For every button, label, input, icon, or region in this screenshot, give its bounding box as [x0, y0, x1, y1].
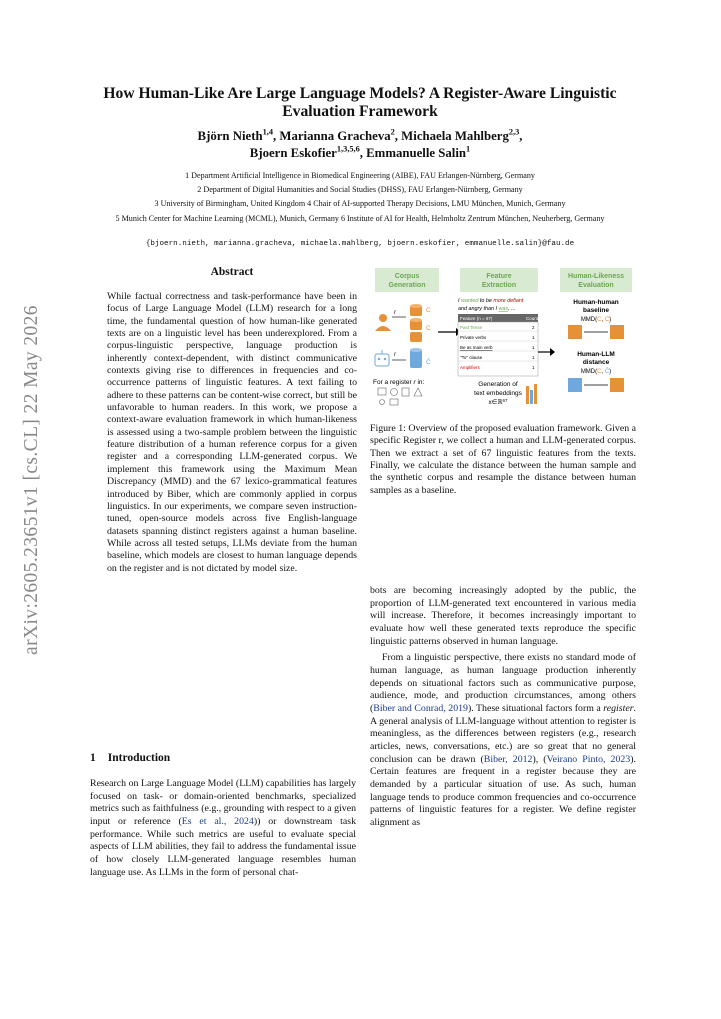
hl-label: Human-LLM — [577, 351, 615, 358]
fig-header-evaluation — [560, 268, 632, 292]
citation-biber-conrad-2019[interactable]: Biber and Conrad, 2019 — [373, 702, 468, 714]
figure-1 — [370, 268, 636, 413]
affiliation-4: 5 Munich Center for Machine Learning (MCML), Munich, Germany 6 Institute of AI for Health, Helmholtz Zentrum München, Neuherberg, Germany — [115, 213, 605, 223]
svg-text:Extraction: Extraction — [481, 282, 517, 289]
abstract-heading: Abstract — [210, 266, 254, 278]
hh-formula: MMD(C, C) — [580, 317, 612, 323]
svg-text:"To" clause: "To" clause — [460, 355, 483, 360]
register-icons — [378, 388, 422, 405]
llm-database-icon — [410, 348, 422, 368]
section-heading — [90, 752, 170, 764]
svg-text:C: C — [426, 325, 431, 332]
section-number: 1 — [90, 752, 96, 764]
abstract-text: While factual correctness and task-performance have been in focus of Large Language Model (LLM) research for a long time, the fundamental question of how human-like generated texts are on a linguistic level has been underexplored. From a corpus-linguistic perspective, language production is inherently context-dependent, with distinct communicative contexts giving rise to differences in frequencies and co-occurrence patterns of linguistic features. A text failing to adhere to these patterns can be content-wise correct, but still be unfavorable to human readers. In this work, we propose a context-aware evaluation framework in which human-likeness is assessed using a two-sample problem between the linguistic feature distribution of a human reference corpus for a given register and a corresponding LLM-generated corpus. We implement this framework using the Maximum Mean Discrepancy (MMD) and the 67 lexico-grammatical features introduced by Biber, which are commonly applied in corpus linguistics. In our experiments, we compare seven instruction-tuned, open-source models across five English-language datasets spanning distinct registers against a human baseline. While across all tested setups, LLMs deviate from the human baseline, which models are closest to human language depends on the register and is not dictated by model size. — [107, 291, 357, 574]
author-emails: {bjoern.nieth, marianna.gracheva, michaela.mahlberg, bjoern.eskofier, emmanuelle.salin}@fau.de — [145, 240, 575, 248]
citation-es-2024[interactable]: Es et al., 2024 — [181, 815, 254, 827]
person-icon — [375, 314, 391, 331]
affiliation-2: 2 Department of Digital Humanities and Social Studies (DHSS), FAU Erlangen-Nürnberg, Germany — [197, 185, 523, 195]
svg-text:Count: Count — [526, 316, 539, 321]
embedding-bars-icon — [526, 384, 537, 404]
svg-text:distance: distance — [582, 359, 610, 366]
intro-paragraph: Research on Large Language Model (LLM) capabilities has largely focused on task- or domain-oriented benchmarks, specialized metrics such as faithfulness (e.g., grounding with respect to a given input or reference (Es et al., 2024)) or downstream task performance. While such metrics are useful to evaluate special aspects of LLM abilities, they fail to address the fundamental issue of how closely LLM-generated language resembles human language use. As LLMs in the form of personal chat- — [90, 778, 356, 878]
svg-text:1: 1 — [532, 355, 535, 360]
svg-text:Be as main verb: Be as main verb — [460, 345, 493, 350]
svg-text:Private verbs: Private verbs — [460, 335, 487, 340]
citation-biber-2012[interactable]: Biber, 2012 — [483, 753, 533, 765]
svg-text:Generation: Generation — [388, 282, 426, 289]
svg-text:Feature (n = 67): Feature (n = 67) — [460, 316, 493, 321]
svg-text:1: 1 — [532, 345, 535, 350]
citation-veirano-pinto-2023[interactable]: Veirano Pinto, 2023 — [546, 753, 631, 765]
authors-line-1: Björn Nieth$^{1,4}$, Marianna Gracheva$^2$, Michaela Mahlberg$^{2,3}$, — [197, 127, 523, 143]
paragraph-linguistic: From a linguistic perspective, there exists no standard mode of human language, as human language production inherently depends on situational factors such as communicative purpose, audience, mode, and production circumstances, among others (Biber and Conrad, 2019). These situational factors form a register. A general analysis of LLM-language without attention to register is meaningless, as the differences between registers (e.g., research articles, news, conversations, etc.) are so great that no general conclusion can be drawn (Biber, 2012), (Veirano Pinto, 2023). Certain features are frequent in a register because they are demanded by a particular situation of use. As such, human language tends to produce common frequencies and co-occurrence patterns of linguistic features for a register. We define register alignment as — [370, 652, 636, 828]
svg-text:1: 1 — [532, 335, 535, 340]
fig-header-feature — [460, 268, 538, 292]
svg-text:text embeddings: text embeddings — [474, 390, 522, 397]
svg-text:1: 1 — [532, 365, 535, 370]
figure-caption: Figure 1: Overview of the proposed evaluation framework. Given a specific Register r, we collect a human and LLM-generated corpus. Then we extract a set of 67 linguistic features from the texts. Finally, we calculate the distance between the human sample and the synthetic corpus and resample the distance between human samples as a baseline. — [370, 423, 636, 496]
affiliations — [20, 169, 700, 226]
features-table — [458, 314, 539, 376]
hl-formula: MMD(C, Ĉ) — [580, 369, 612, 375]
svg-text:2: 2 — [532, 325, 535, 330]
arxiv-id: arXiv:2605.23651v1 [cs.CL] 22 May 2026 — [21, 305, 42, 655]
svg-text:Evaluation: Evaluation — [578, 282, 614, 289]
register-label: For a register r in: — [373, 379, 425, 386]
robot-icon — [375, 350, 389, 366]
authors-line-2: Bjoern Eskofier$^{1,3,5,6}$, Emmanuelle Salin$^1$ — [249, 144, 471, 160]
example-sentence-2: and angry than I was, ... — [458, 306, 516, 312]
authors — [90, 128, 630, 162]
arxiv-stamp — [16, 285, 48, 675]
right-column-text — [370, 585, 636, 829]
human-database-icon — [410, 304, 422, 342]
affiliation-3: 3 University of Birmingham, United Kingdom 4 Chair of AI-supported Therapy Decisions, LMU München, Munich, Germany — [154, 199, 566, 209]
svg-text:Feature: Feature — [486, 273, 512, 280]
paper-title: How Human-Like Are Large Language Models? A Register-Aware Linguistic Evaluation Framework — [103, 85, 617, 120]
svg-text:baseline: baseline — [582, 307, 610, 314]
hl-grids — [568, 378, 624, 392]
svg-text:Ĉ: Ĉ — [426, 359, 431, 366]
svg-text:Amplifiers: Amplifiers — [460, 365, 480, 370]
svg-text:Human-Likeness: Human-Likeness — [567, 273, 625, 280]
example-sentence-1: I wanted to be more defiant — [458, 298, 524, 304]
svg-text:Corpus: Corpus — [394, 273, 420, 280]
hh-label: Human-human — [573, 299, 619, 306]
section-title: Introduction — [107, 752, 171, 764]
generation-label: Generation of — [478, 381, 518, 388]
svg-text:r: r — [394, 310, 396, 316]
svg-text:C: C — [426, 307, 431, 314]
fig-header-corpus — [375, 268, 439, 292]
svg-text:Past Tense: Past Tense — [460, 325, 483, 330]
paragraph-chatbots: bots are becoming increasingly adopted by the public, the proportion of LLM-generated text encountered in various media will increase. Therefore, it becomes increasingly important to evaluate how well these generated texts reproduce the specific linguistic patterns observed in human language. — [370, 585, 636, 647]
embedding-space: x∈ℝ$^{67}$ — [488, 398, 508, 406]
hh-grids — [568, 325, 624, 339]
svg-text:r: r — [394, 352, 396, 358]
affiliation-1: 1 Department Artificial Intelligence in Biomedical Engineering (AIBE), FAU Erlangen-Nürnberg, Germany — [185, 171, 535, 180]
